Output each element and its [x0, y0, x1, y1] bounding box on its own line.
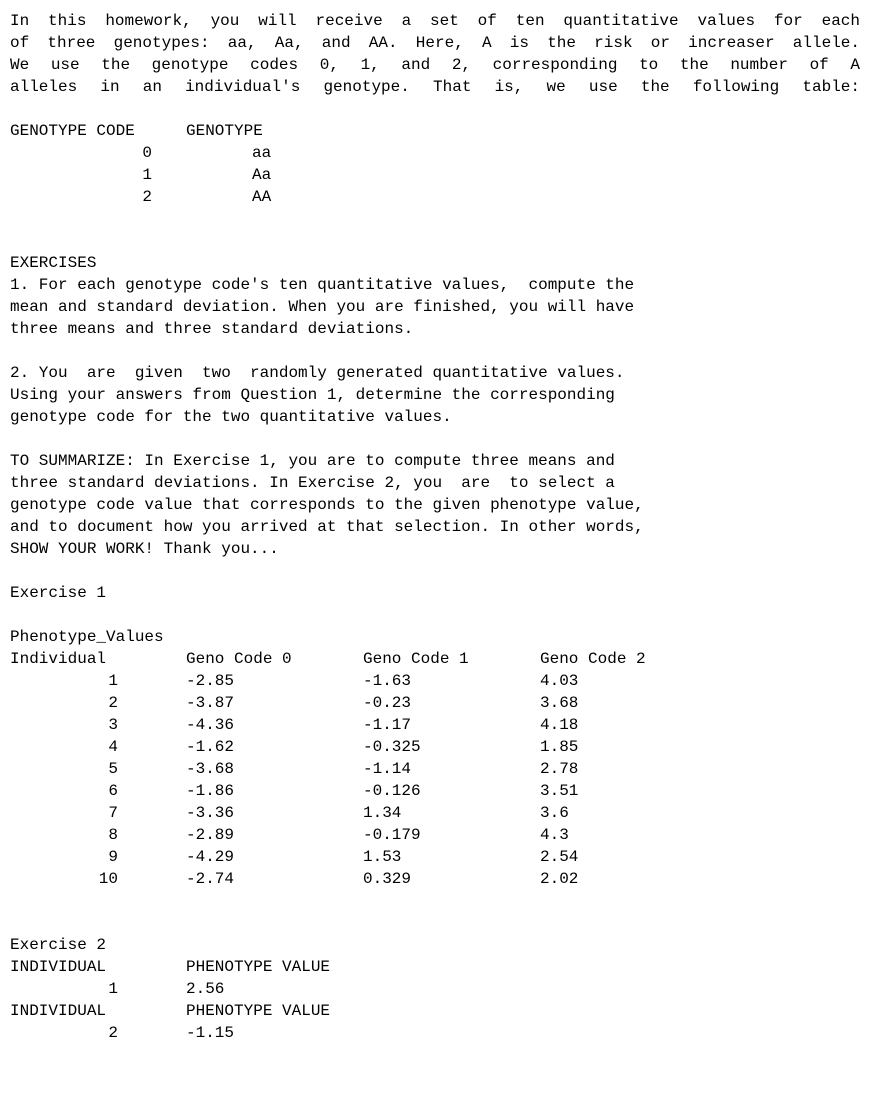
geno-code-0-value: -3.68 [186, 760, 235, 778]
geno-code-0-value: -2.85 [186, 672, 235, 690]
phenotype-table-row [10, 868, 862, 890]
geno-code-1-value: -0.23 [363, 694, 412, 712]
individual-label: INDIVIDUAL [10, 958, 107, 976]
phenotype-value-label: PHENOTYPE VALUE [186, 1002, 331, 1020]
geno-code-1-value: -0.325 [363, 738, 421, 756]
question-1-line-1: 1. For each genotype code's ten quantitative values, compute the [10, 276, 635, 294]
individual-number: 2 [108, 694, 118, 712]
geno-code-0-value: -1.86 [186, 782, 235, 800]
geno-code-2-value: 2.78 [540, 760, 579, 778]
geno-code-2-value: 4.18 [540, 716, 579, 734]
exercise-2-header [10, 1000, 862, 1022]
question-2-line-2: Using your answers from Question 1, determine the corresponding [10, 386, 615, 404]
phenotype-value: -1.15 [186, 1024, 235, 1042]
genotype-value: aa [252, 144, 272, 162]
genotype-table-header [10, 120, 862, 142]
genotype-code: 0 [142, 144, 152, 162]
summary-line-5: SHOW YOUR WORK! Thank you... [10, 540, 279, 558]
geno-code-1-value: -1.17 [363, 716, 412, 734]
phenotype-table-row [10, 846, 862, 868]
genotype-value: AA [252, 188, 272, 206]
geno-code-2-header: Geno Code 2 [540, 650, 646, 668]
geno-code-1-value: -1.63 [363, 672, 412, 690]
phenotype-table-row [10, 736, 862, 758]
phenotype-table-title: Phenotype_Values [10, 628, 164, 646]
phenotype-table-row [10, 692, 862, 714]
individual-number: 1 [108, 980, 118, 998]
geno-code-0-value: -2.74 [186, 870, 235, 888]
geno-code-2-value: 4.03 [540, 672, 579, 690]
individual-number: 9 [108, 848, 118, 866]
question-2-line-3: genotype code for the two quantitative values. [10, 408, 452, 426]
exercises-heading: EXERCISES [10, 254, 97, 272]
genotype-value: Aa [252, 166, 272, 184]
homework-document [10, 10, 862, 1044]
geno-code-1-header: Geno Code 1 [363, 650, 469, 668]
geno-code-2-value: 2.54 [540, 848, 579, 866]
geno-code-0-value: -1.62 [186, 738, 235, 756]
individual-number: 4 [108, 738, 118, 756]
geno-code-0-value: -4.36 [186, 716, 235, 734]
geno-code-1-value: -0.126 [363, 782, 421, 800]
phenotype-table-row [10, 670, 862, 692]
phenotype-table-row [10, 714, 862, 736]
geno-code-1-value: -0.179 [363, 826, 421, 844]
geno-code-2-value: 4.3 [540, 826, 569, 844]
intro-line-2: of three genotypes: aa, Aa, and AA. Here, A is the risk or increaser allele. [10, 34, 860, 52]
individual-number: 6 [108, 782, 118, 800]
exercise-2-title: Exercise 2 [10, 936, 107, 954]
phenotype-table-row [10, 780, 862, 802]
genotype-header: GENOTYPE [186, 122, 263, 140]
intro-line-4: alleles in an individual's genotype. That is, we use the following table: [10, 78, 860, 96]
question-1-line-2: mean and standard deviation. When you are finished, you will have [10, 298, 635, 316]
geno-code-1-value: 1.34 [363, 804, 402, 822]
intro-line-3: We use the genotype codes 0, 1, and 2, corresponding to the number of A [10, 56, 860, 74]
geno-code-0-value: -2.89 [186, 826, 235, 844]
phenotype-value-label: PHENOTYPE VALUE [186, 958, 331, 976]
phenotype-table-header [10, 648, 862, 670]
individual-number: 10 [98, 870, 118, 888]
exercise-1-title: Exercise 1 [10, 584, 107, 602]
genotype-code-header: GENOTYPE CODE [10, 122, 135, 140]
exercise-2-entry [10, 978, 862, 1000]
phenotype-table-row [10, 824, 862, 846]
individual-number: 8 [108, 826, 118, 844]
geno-code-2-value: 1.85 [540, 738, 579, 756]
summary-line-4: and to document how you arrived at that selection. In other words, [10, 518, 644, 536]
geno-code-2-value: 3.51 [540, 782, 579, 800]
geno-code-2-value: 2.02 [540, 870, 579, 888]
genotype-table-row [10, 164, 862, 186]
exercise-2-entry [10, 1022, 862, 1044]
geno-code-1-value: -1.14 [363, 760, 412, 778]
individual-number: 7 [108, 804, 118, 822]
summary-line-2: three standard deviations. In Exercise 2, you are to select a [10, 474, 615, 492]
question-1-line-3: three means and three standard deviations. [10, 320, 414, 338]
phenotype-table-row [10, 758, 862, 780]
phenotype-value: 2.56 [186, 980, 225, 998]
intro-line-1: In this homework, you will receive a set of ten quantitative values for each [10, 12, 860, 30]
geno-code-0-header: Geno Code 0 [186, 650, 292, 668]
individual-number: 1 [108, 672, 118, 690]
exercise-2-header [10, 956, 862, 978]
individual-number: 2 [108, 1024, 118, 1042]
summary-line-3: genotype code value that corresponds to the given phenotype value, [10, 496, 644, 514]
individual-label: INDIVIDUAL [10, 1002, 107, 1020]
individual-column-header: Individual [10, 650, 107, 668]
geno-code-0-value: -4.29 [186, 848, 235, 866]
geno-code-2-value: 3.6 [540, 804, 569, 822]
geno-code-1-value: 0.329 [363, 870, 412, 888]
genotype-code: 2 [142, 188, 152, 206]
geno-code-2-value: 3.68 [540, 694, 579, 712]
geno-code-0-value: -3.87 [186, 694, 235, 712]
summary-line-1: TO SUMMARIZE: In Exercise 1, you are to compute three means and [10, 452, 615, 470]
phenotype-table-row [10, 802, 862, 824]
genotype-table-row [10, 142, 862, 164]
geno-code-0-value: -3.36 [186, 804, 235, 822]
individual-number: 5 [108, 760, 118, 778]
question-2-line-1: 2. You are given two randomly generated quantitative values. [10, 364, 625, 382]
genotype-code: 1 [142, 166, 152, 184]
geno-code-1-value: 1.53 [363, 848, 402, 866]
genotype-table-row [10, 186, 862, 208]
individual-number: 3 [108, 716, 118, 734]
